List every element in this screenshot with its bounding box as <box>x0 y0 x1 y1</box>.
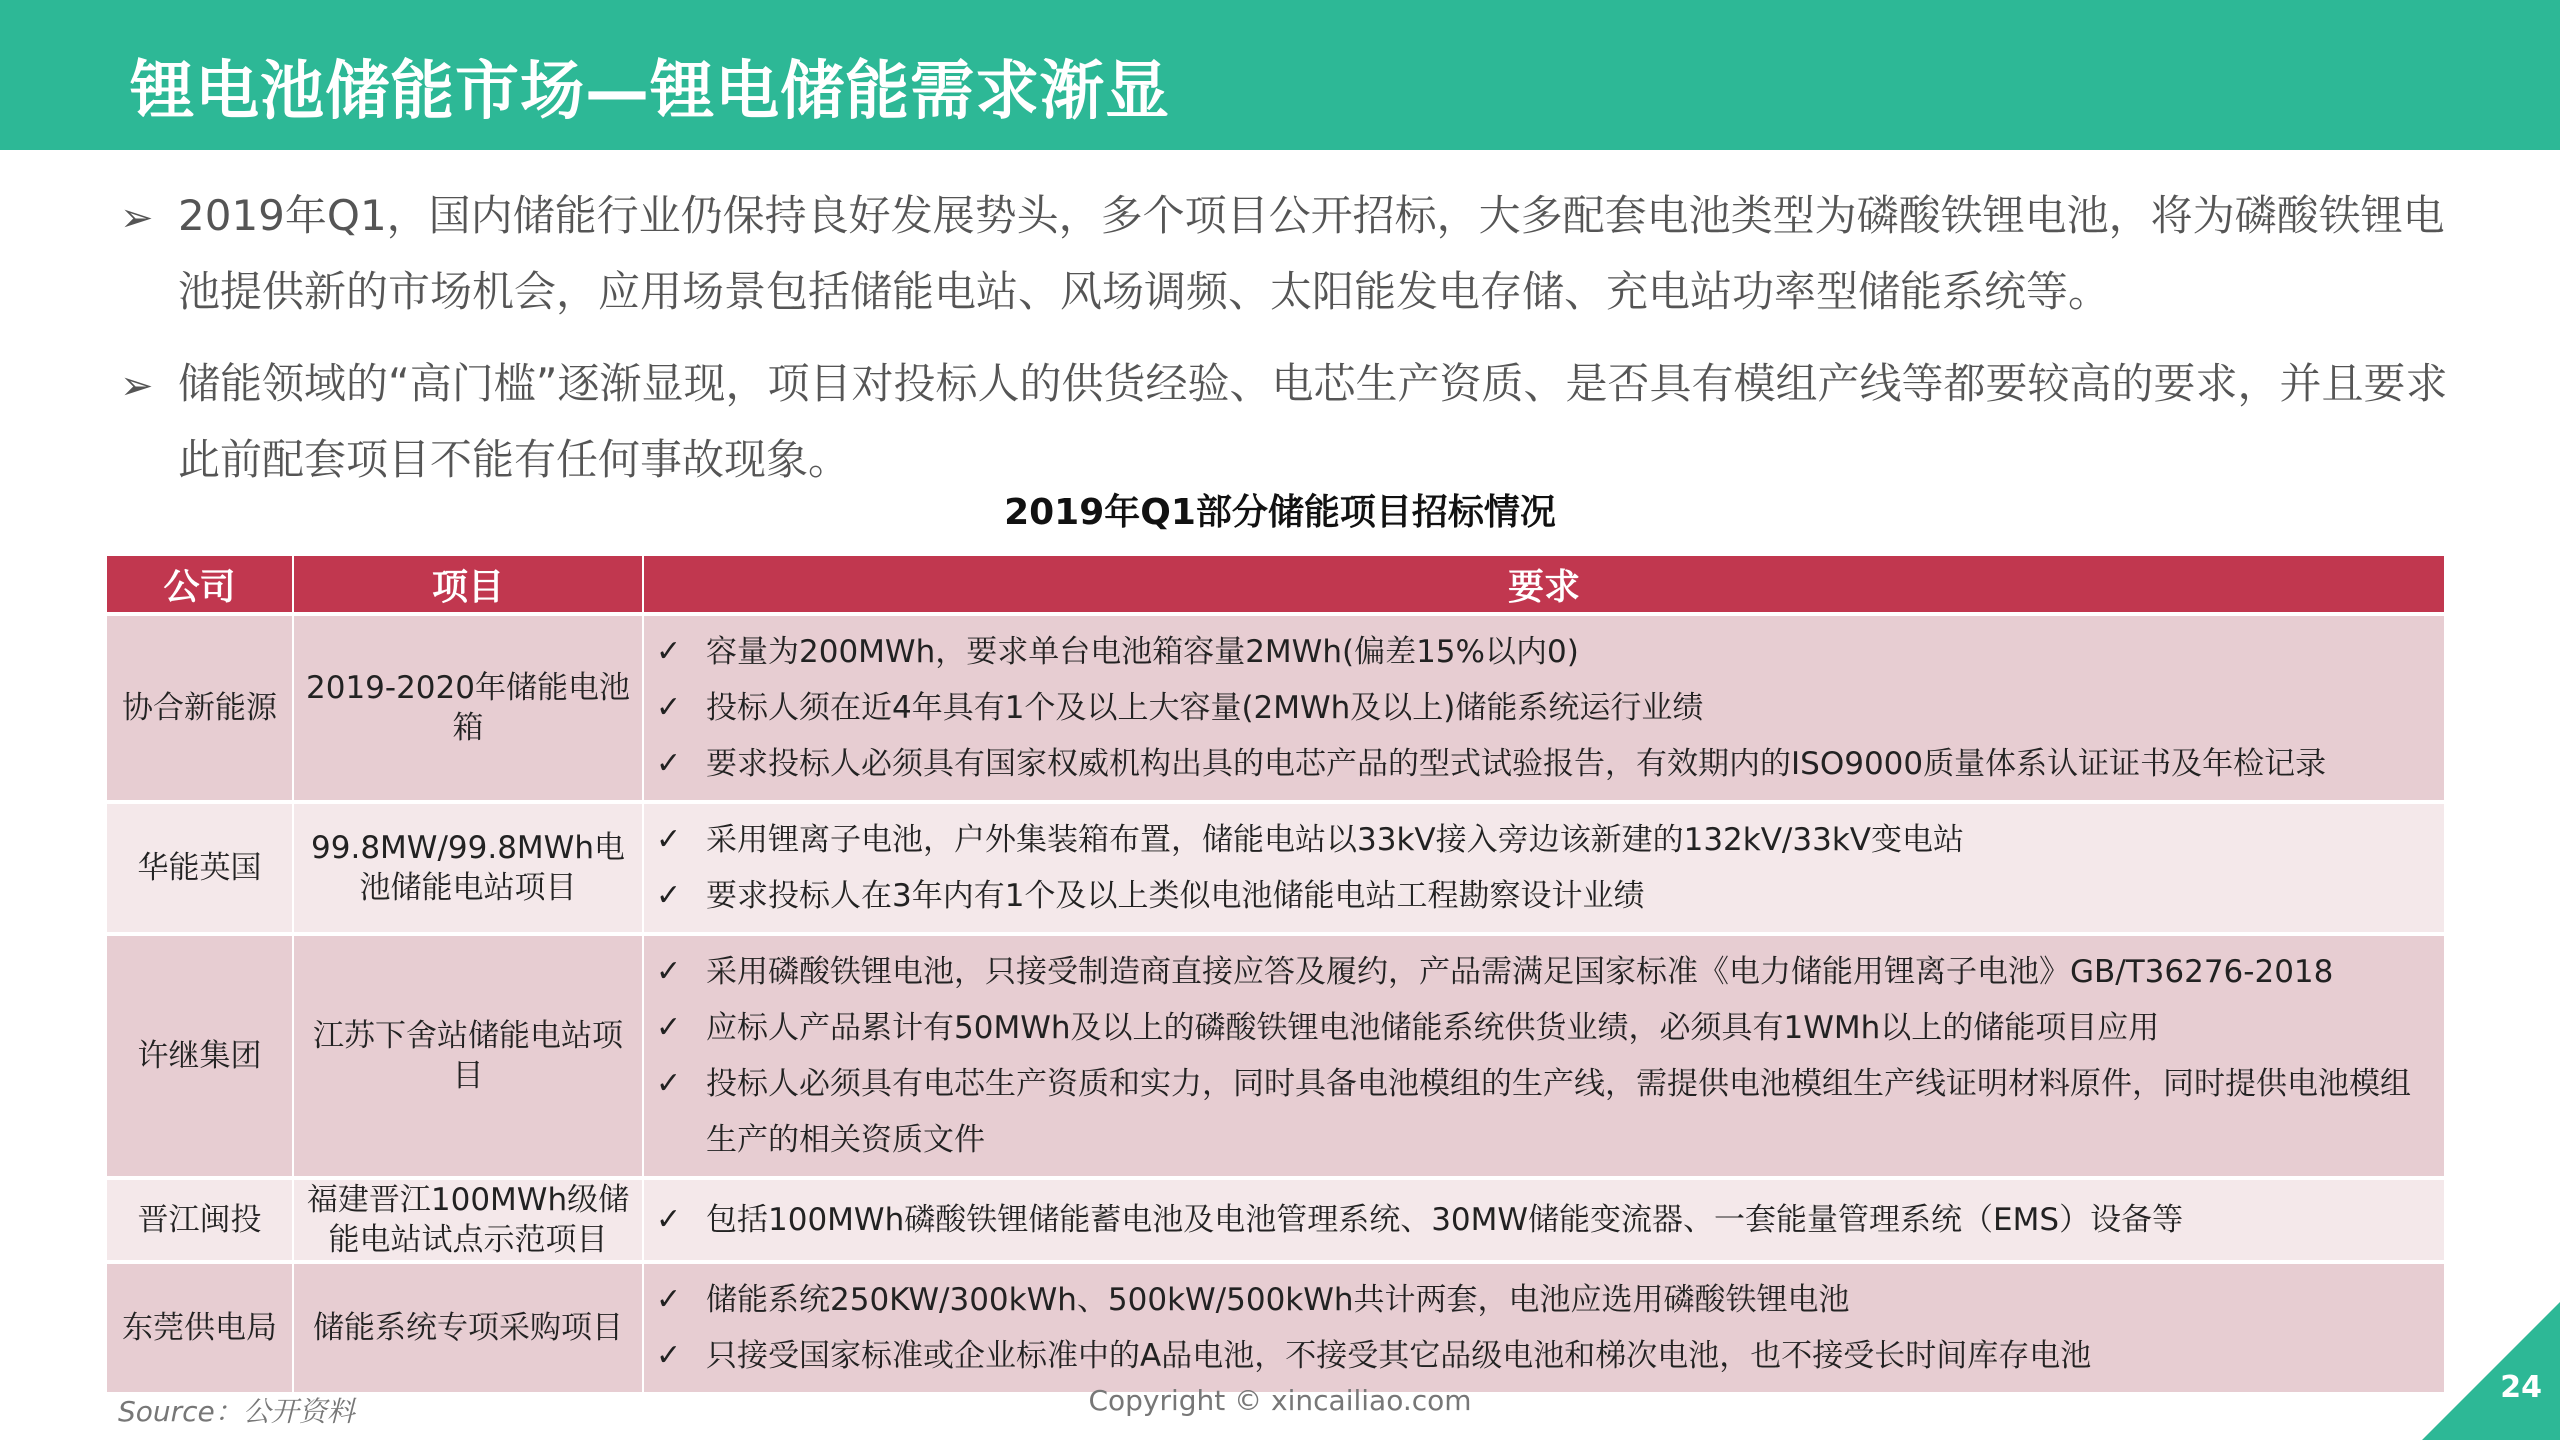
requirement-item <box>656 1192 2434 1248</box>
checkmark-icon: ✓ <box>656 1010 682 1045</box>
requirement-item <box>656 944 2434 1000</box>
requirements-cell <box>643 1178 2445 1262</box>
requirement-item <box>656 624 2434 680</box>
table-row <box>107 934 2445 1178</box>
requirement-item <box>656 1000 2434 1056</box>
bullet-list <box>120 178 2460 514</box>
page-title: 锂电池储能市场—锂电储能需求渐显 <box>130 55 1170 129</box>
requirements-cell <box>643 1262 2445 1392</box>
project-cell: 99.8MW/99.8MWh电池储能电站项目 <box>293 802 643 934</box>
requirement-item <box>656 1272 2434 1328</box>
requirements-cell <box>643 614 2445 802</box>
requirement-text: 包括100MWh磷酸铁锂储能蓄电池及电池管理系统、30MW储能变流器、一套能量管理系统（EMS）设备等 <box>706 1202 2184 1238</box>
table-row <box>107 1178 2445 1262</box>
checkmark-icon: ✓ <box>656 878 682 913</box>
checkmark-icon: ✓ <box>656 954 682 989</box>
requirement-item <box>656 1328 2434 1384</box>
bullet-text: 储能领域的“高门槛”逐渐显现，项目对投标人的供货经验、电芯生产资质、是否具有模组产线等都要较高的要求，并且要求此前配套项目不能有任何事故现象。 <box>178 359 2448 484</box>
title-banner <box>0 0 2560 150</box>
requirement-text: 要求投标人必须具有国家权威机构出具的电芯产品的型式试验报告，有效期内的ISO9000质量体系认证证书及年检记录 <box>706 746 2327 782</box>
copyright-notice: Copyright © xincailiao.com <box>1088 1384 1472 1417</box>
requirement-text: 要求投标人在3年内有1个及以上类似电池储能电站工程勘察设计业绩 <box>706 878 1645 914</box>
bullet-item <box>120 346 2460 498</box>
requirement-text: 容量为200MWh，要求单台电池箱容量2MWh(偏差15%以内0) <box>706 634 1579 670</box>
company-cell: 华能英国 <box>107 802 293 934</box>
requirement-text: 只接受国家标准或企业标准中的A品电池，不接受其它品级电池和梯次电池，也不接受长时间库存电池 <box>706 1338 2092 1374</box>
checkmark-icon: ✓ <box>656 1282 682 1317</box>
bullet-item <box>120 178 2460 330</box>
requirement-item <box>656 680 2434 736</box>
requirement-text: 投标人必须具有电芯生产资质和实力，同时具备电池模组的生产线，需提供电池模组生产线证明材料原件，同时提供电池模组生产的相关资质文件 <box>706 1066 2411 1158</box>
bullet-text: 2019年Q1，国内储能行业仍保持良好发展势头，多个项目公开招标，大多配套电池类型为磷酸铁锂电池，将为磷酸铁锂电池提供新的市场机会，应用场景包括储能电站、风场调频、太阳能发电存储、充电站功率型储能系统等。 <box>178 191 2445 316</box>
requirement-text: 投标人须在近4年具有1个及以上大容量(2MWh及以上)储能系统运行业绩 <box>706 690 1704 726</box>
project-cell: 江苏下舍站储能电站项目 <box>293 934 643 1178</box>
company-cell: 东莞供电局 <box>107 1262 293 1392</box>
checkmark-icon: ✓ <box>656 1066 682 1101</box>
company-cell: 协合新能源 <box>107 614 293 802</box>
project-cell: 福建晋江100MWh级储能电站试点示范项目 <box>293 1178 643 1262</box>
requirements-cell <box>643 802 2445 934</box>
checkmark-icon: ✓ <box>656 1202 682 1237</box>
table-header-row <box>107 556 2445 614</box>
project-cell: 2019-2020年储能电池箱 <box>293 614 643 802</box>
table-row <box>107 614 2445 802</box>
table-row <box>107 802 2445 934</box>
table-row <box>107 1262 2445 1392</box>
table-title: 2019年Q1部分储能项目招标情况 <box>1004 492 1556 533</box>
requirement-item <box>656 868 2434 924</box>
column-header-project: 项目 <box>293 556 643 614</box>
company-cell: 许继集团 <box>107 934 293 1178</box>
requirement-text: 储能系统250KW/300kWh、500kW/500kWh共计两套，电池应选用磷酸铁锂电池 <box>706 1282 1850 1318</box>
checkmark-icon: ✓ <box>656 634 682 669</box>
source-note: Source：公开资料 <box>118 1395 355 1428</box>
requirement-item <box>656 736 2434 792</box>
requirements-cell <box>643 934 2445 1178</box>
checkmark-icon: ✓ <box>656 822 682 857</box>
company-cell: 晋江闽投 <box>107 1178 293 1262</box>
column-header-requirements: 要求 <box>643 556 2445 614</box>
requirement-item <box>656 812 2434 868</box>
requirement-text: 采用磷酸铁锂电池，只接受制造商直接应答及履约，产品需满足国家标准《电力储能用锂离子电池》GB/T36276-2018 <box>706 954 2334 990</box>
requirement-text: 应标人产品累计有50MWh及以上的磷酸铁锂电池储能系统供货业绩，必须具有1WMh以上的储能项目应用 <box>706 1010 2160 1046</box>
page-number: 24 <box>2500 1370 2542 1405</box>
requirement-text: 采用锂离子电池，户外集装箱布置，储能电站以33kV接入旁边该新建的132kV/33kV变电站 <box>706 822 1964 858</box>
column-header-company: 公司 <box>107 556 293 614</box>
checkmark-icon: ✓ <box>656 746 682 781</box>
arrowhead-bullet-icon: ➢ <box>120 363 154 409</box>
requirement-item <box>656 1056 2434 1168</box>
checkmark-icon: ✓ <box>656 690 682 725</box>
checkmark-icon: ✓ <box>656 1338 682 1373</box>
project-cell: 储能系统专项采购项目 <box>293 1262 643 1392</box>
arrowhead-bullet-icon: ➢ <box>120 195 154 241</box>
tender-table <box>107 556 2446 1392</box>
